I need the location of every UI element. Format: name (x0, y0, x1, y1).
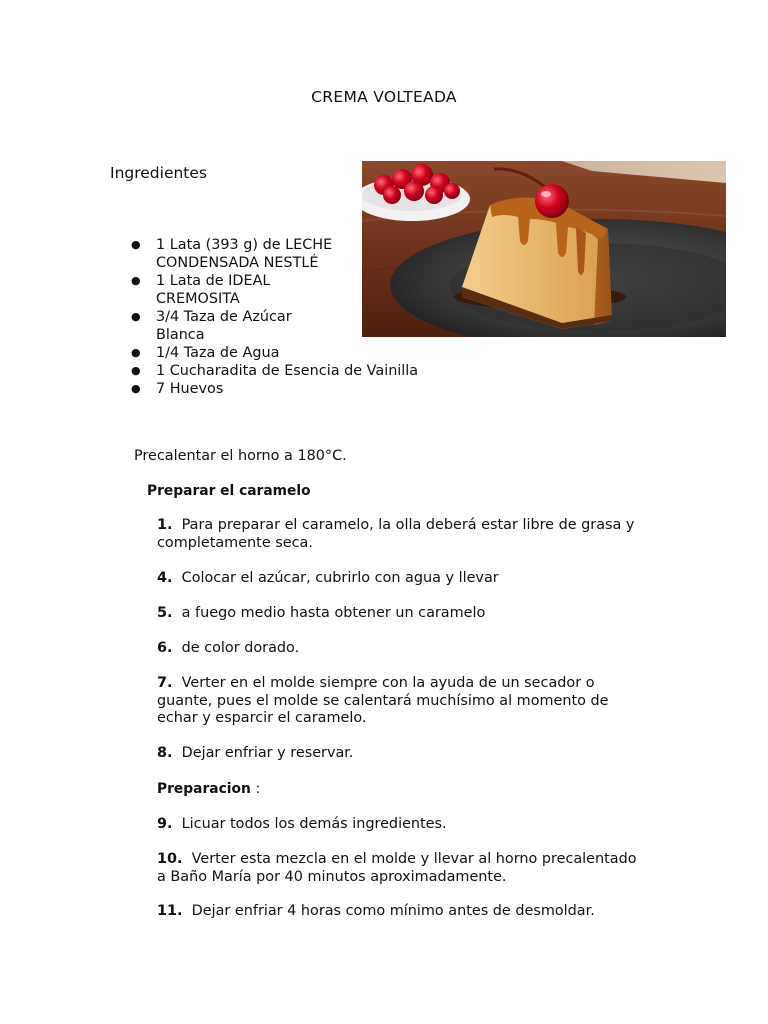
bullet-icon: ● (131, 310, 141, 323)
list-item (130, 272, 418, 308)
step-text: a Baño María por 40 minutos aproximadamente. (157, 868, 507, 885)
ingredient-line: 1 Lata (393 g) de LECHE (156, 237, 333, 253)
bullet-icon: ● (131, 382, 141, 395)
step-text: Dejar enfriar y reservar. (181, 745, 354, 761)
step-item: 9. Licuar todos los demás ingredientes. (157, 816, 447, 832)
step-text: Dejar enfriar 4 horas como mínimo antes de desmoldar. (191, 903, 595, 919)
ingredient-line: CONDENSADA NESTLÉ (156, 255, 319, 271)
step-number: 9 (157, 816, 168, 832)
step-text: completamente seca. (157, 534, 313, 551)
step-text: a fuego medio hasta obtener un caramelo (181, 605, 486, 621)
step-text: Licuar todos los demás ingredientes. (181, 816, 447, 832)
step-number: 1 (157, 517, 168, 533)
step-text: echar y esparcir el caramelo. (157, 710, 367, 727)
step-text: Para preparar el caramelo, la olla deberá estar libre de grasa y (181, 517, 635, 533)
step-number: 5 (157, 605, 168, 621)
ingredient-line: 1/4 Taza de Agua (156, 345, 280, 361)
step-number: 8 (157, 745, 168, 761)
ingredient-line: 1 Lata de IDEAL (156, 273, 271, 289)
ingredient-line: 7 Huevos (156, 381, 224, 397)
ingredient-line: 3/4 Taza de Azúcar (156, 309, 292, 325)
step-item: 7. Verter en el molde siempre con la ayuda de un secador o guante, pues el molde se calentará muchísimo al momento de echar y esparcir el caramelo. (157, 675, 609, 727)
bullet-icon: ● (131, 346, 141, 359)
ingredients-heading: Ingredientes (110, 164, 207, 182)
step-number: 6 (157, 640, 168, 656)
preparation-heading (157, 781, 260, 797)
step-item: 5. a fuego medio hasta obtener un caramelo (157, 605, 486, 621)
list-item (130, 236, 418, 272)
list-item (130, 362, 418, 380)
step-number: 10 (157, 851, 178, 867)
step-item: 1. Para preparar el caramelo, la olla deberá estar libre de grasa y completamente seca. (157, 517, 635, 551)
ingredient-line: Blanca (156, 327, 205, 343)
document-title: CREMA VOLTEADA (311, 88, 457, 106)
step-text: guante, pues el molde se calentará muchísimo al momento de (157, 692, 609, 709)
step-item: 4. Colocar el azúcar, cubrirlo con agua y llevar (157, 570, 499, 586)
preparation-heading-colon: : (255, 781, 261, 797)
list-item (130, 308, 418, 344)
step-text: Verter esta mezcla en el molde y llevar al horno precalentado (191, 851, 637, 867)
step-item: 10. Verter esta mezcla en el molde y llevar al horno precalentado a Baño María por 40 minutos aproximadamente. (157, 851, 637, 885)
step-number: 7 (157, 675, 168, 691)
ingredients-list (130, 236, 418, 398)
step-item: 11. Dejar enfriar 4 horas como mínimo antes de desmoldar. (157, 903, 595, 919)
caramel-heading: Preparar el caramelo (147, 483, 311, 499)
step-number: 11 (157, 903, 178, 919)
list-item (130, 344, 418, 362)
step-number: 4 (157, 570, 168, 586)
step-item: 8. Dejar enfriar y reservar. (157, 745, 354, 761)
bullet-icon: ● (131, 364, 141, 377)
step-text: Colocar el azúcar, cubrirlo con agua y llevar (181, 570, 499, 586)
preparation-heading-text: Preparacion (157, 781, 251, 797)
bullet-icon: ● (131, 274, 141, 287)
preheat-instruction: Precalentar el horno a 180°C. (134, 448, 347, 464)
bullet-icon: ● (131, 238, 141, 251)
ingredient-line: CREMOSITA (156, 291, 240, 307)
list-item (130, 380, 418, 398)
step-text: de color dorado. (181, 640, 300, 656)
step-text: Verter en el molde siempre con la ayuda de un secador o (181, 675, 595, 691)
step-item: 6. de color dorado. (157, 640, 300, 656)
ingredient-line: 1 Cucharadita de Esencia de Vainilla (156, 363, 419, 379)
